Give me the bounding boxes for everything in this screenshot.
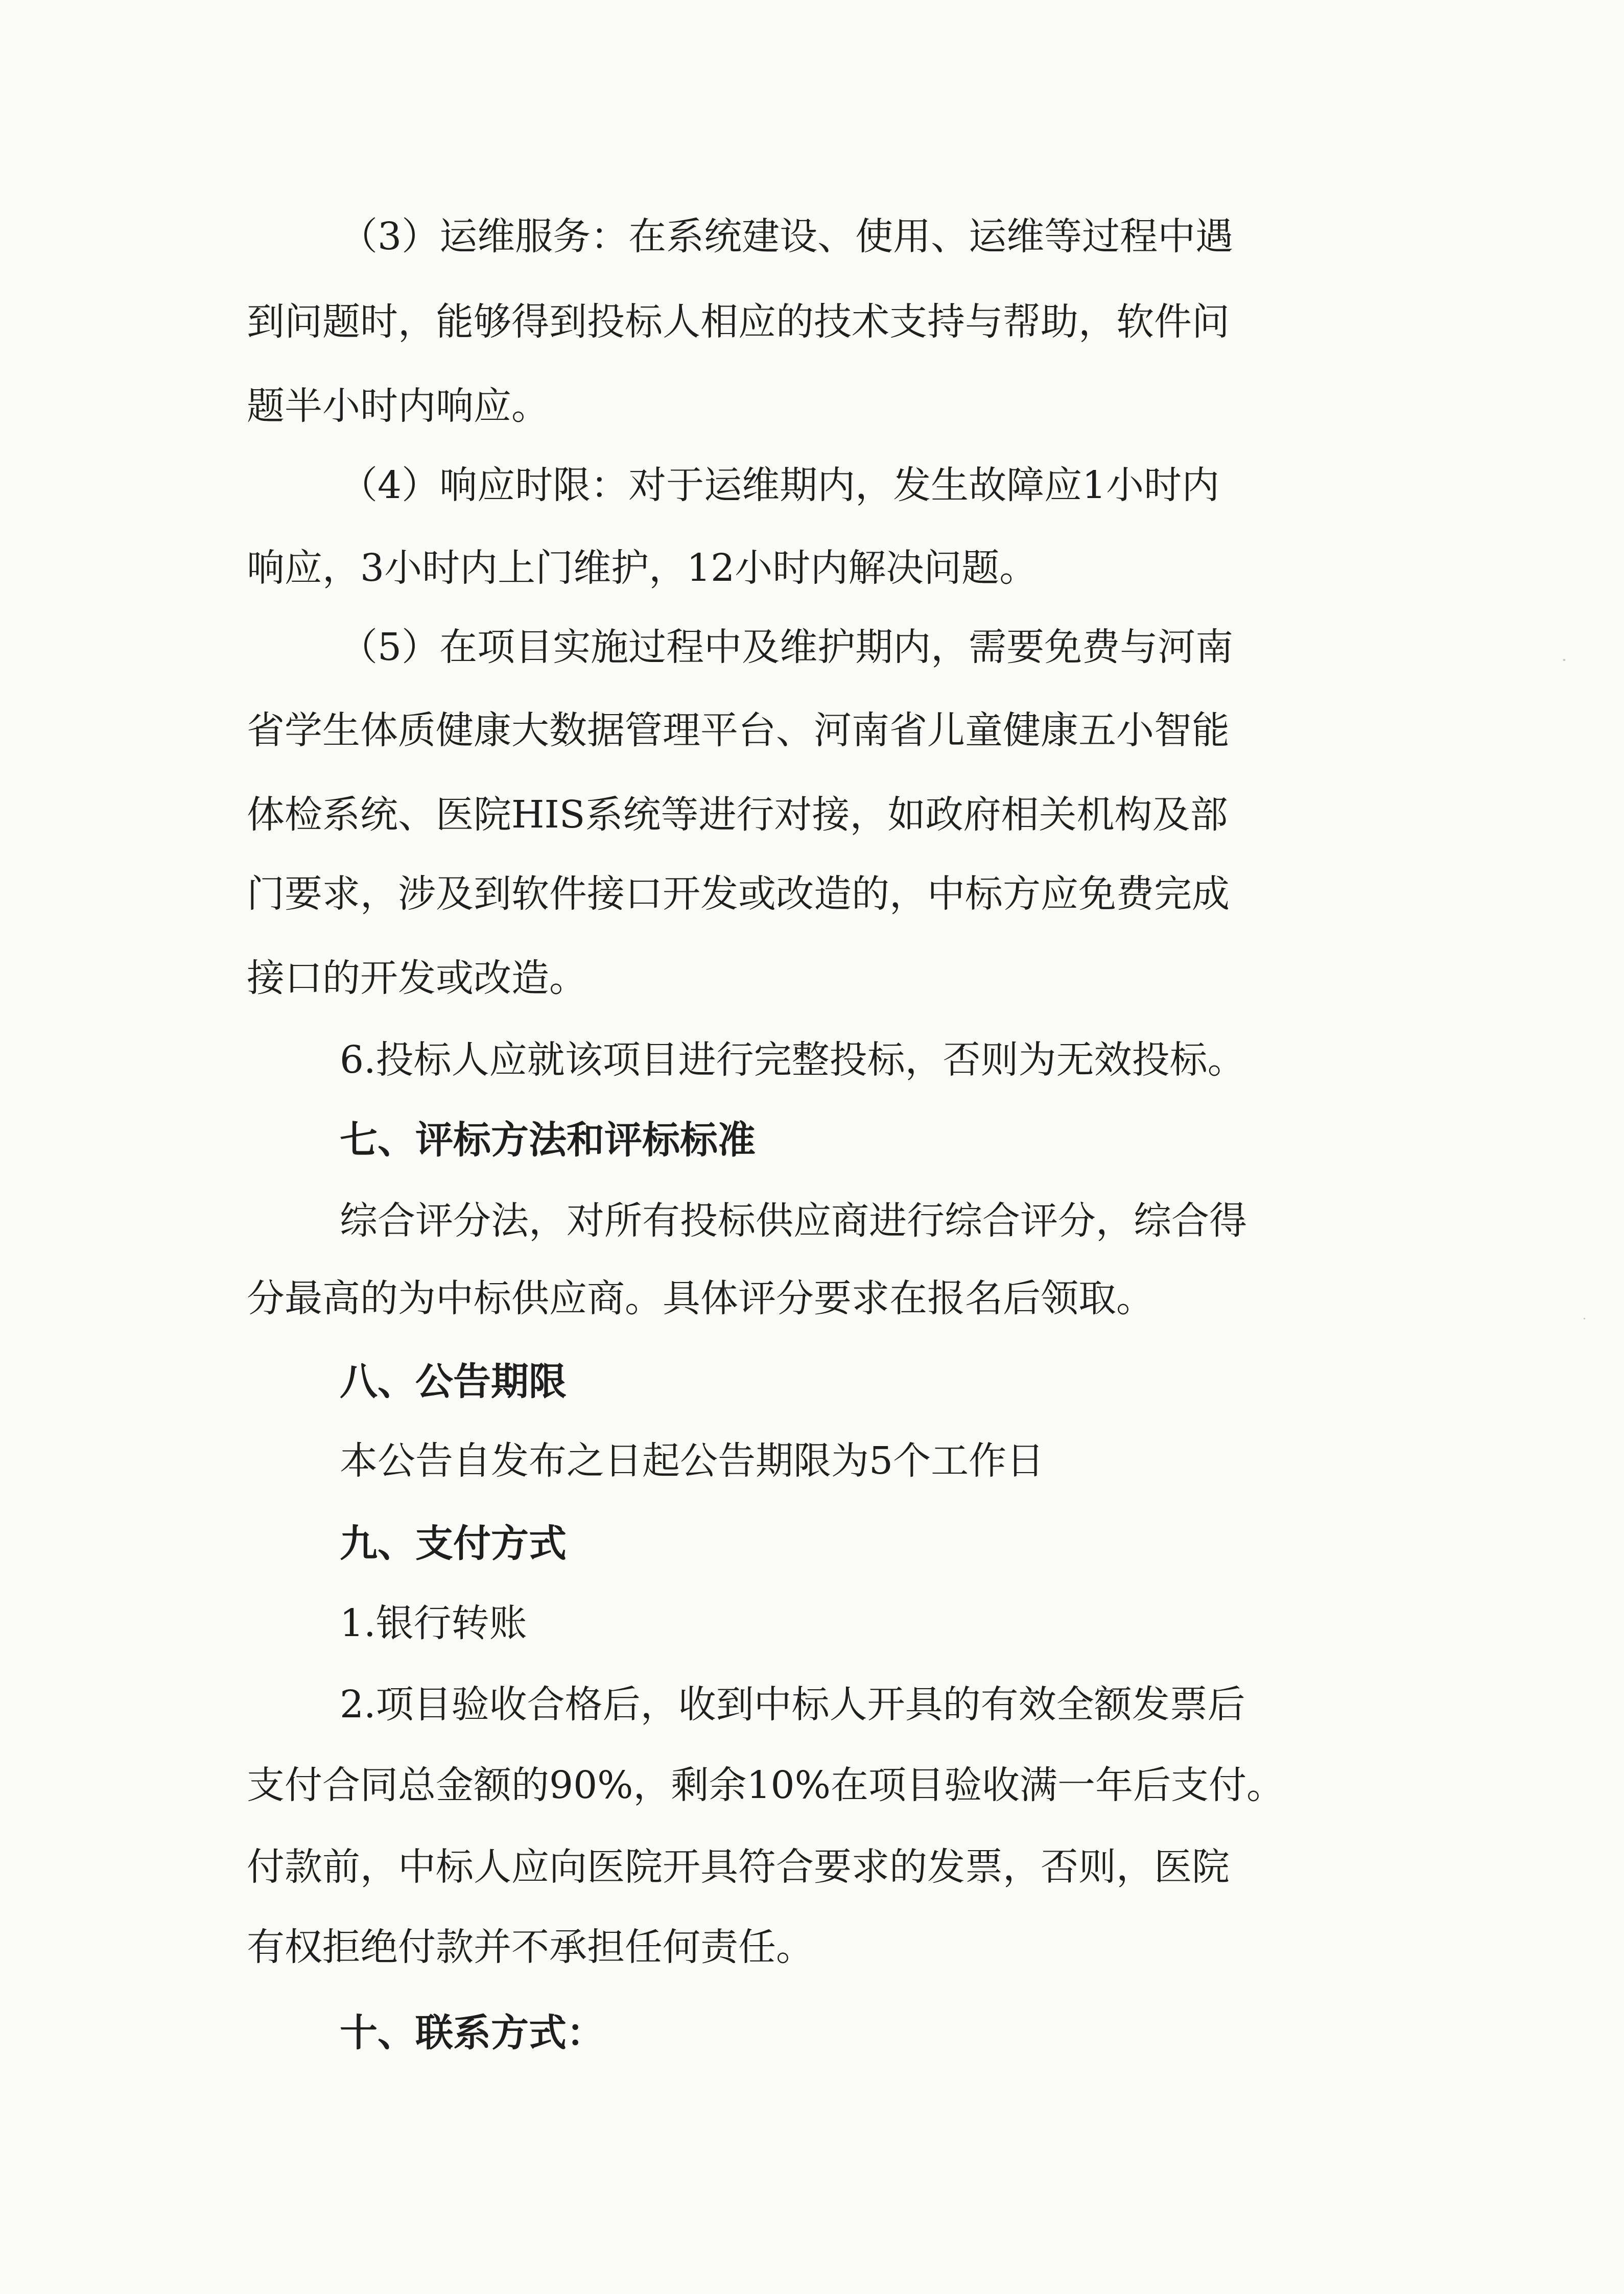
scan-speck: [1584, 1318, 1585, 1319]
body-line-1: （3）运维服务：在系统建设、使用、运维等过程中遇: [340, 215, 1234, 258]
payment-item-1: 1.银行转账: [340, 1601, 527, 1645]
body-line-14: 分最高的为中标供应商。具体评分要求在报名后领取。: [247, 1276, 1154, 1320]
body-line-21: 付款前，中标人应向医院开具符合要求的发票，否则，医院: [247, 1845, 1230, 1889]
section-heading-9: 九、支付方式: [340, 1522, 567, 1566]
body-line-7: 省学生体质健康大数据管理平台、河南省儿童健康五小智能: [247, 708, 1230, 752]
body-line-4: （4）响应时限：对于运维期内，发生故障应1小时内: [340, 463, 1220, 507]
body-line-3: 题半小时内响应。: [247, 384, 549, 428]
body-line-16: 本公告自发布之日起公告期限为5个工作日: [340, 1439, 1045, 1483]
scan-speck: [1563, 659, 1565, 661]
body-line-9: 门要求，涉及到软件接口开发或改造的，中标方应免费完成: [247, 872, 1230, 916]
body-line-11: 6.投标人应就该项目进行完整投标，否则为无效投标。: [340, 1038, 1245, 1082]
body-line-5: 响应，3小时内上门维护，12小时内解决问题。: [247, 546, 1038, 590]
payment-item-2: 2.项目验收合格后，收到中标人开具的有效全额发票后: [340, 1683, 1245, 1727]
body-line-13: 综合评分法，对所有投标供应商进行综合评分，综合得: [340, 1199, 1247, 1243]
body-line-20: 支付合同总金额的90%，剩余10%在项目验收满一年后支付。: [247, 1763, 1284, 1807]
section-heading-8: 八、公告期限: [340, 1360, 567, 1404]
section-heading-7: 七、评标方法和评标标准: [340, 1118, 756, 1162]
section-heading-10: 十、联系方式：: [340, 2011, 604, 2055]
body-line-22: 有权拒绝付款并不承担任何责任。: [247, 1925, 814, 1969]
body-line-2: 到问题时，能够得到投标人相应的技术支持与帮助，软件问: [247, 300, 1230, 344]
body-line-8: 体检系统、医院HIS系统等进行对接，如政府相关机构及部: [247, 793, 1228, 837]
body-line-10: 接口的开发或改造。: [247, 956, 587, 1000]
body-line-6: （5）在项目实施过程中及维护期内，需要免费与河南: [340, 625, 1234, 669]
